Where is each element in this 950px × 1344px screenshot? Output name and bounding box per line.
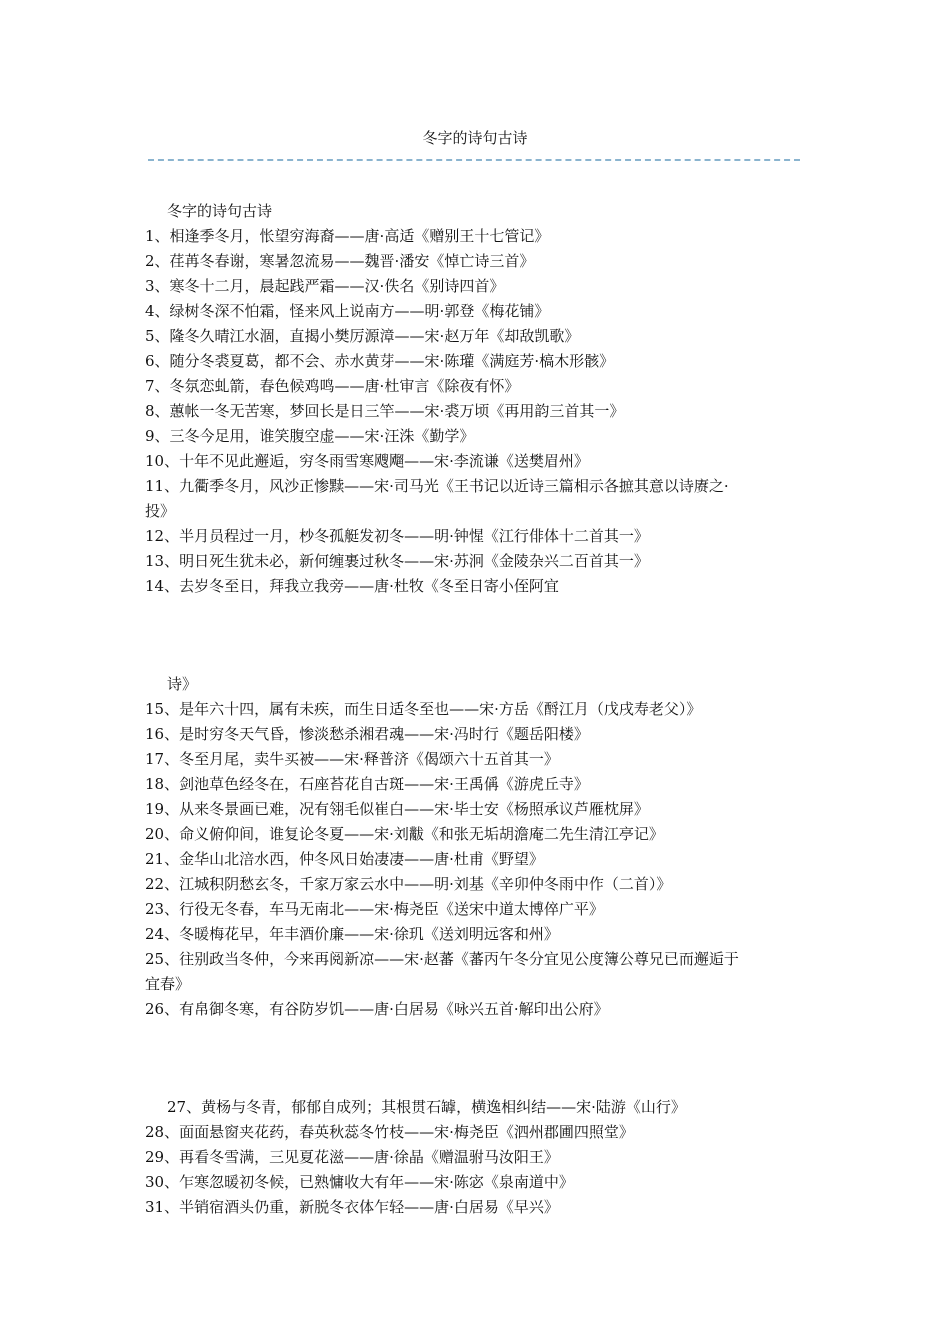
- poem-section-2: [145, 672, 815, 1022]
- poem-line: 1、相逢季冬月，怅望穷海裔——唐·高适《赠别王十七管记》: [145, 227, 550, 245]
- poem-line: 25、往别政当冬仲，今来再阅新凉——宋·赵蕃《蕃丙午冬分宜见公度簿公尊兄已而邂逅于: [145, 950, 739, 968]
- poem-line: 15、是年六十四，属有未疾，而生日适冬至也——宋·方岳《酹江月（戊戌寿老父）》: [145, 700, 702, 718]
- poem-line: 14、去岁冬至日，拜我立我旁——唐·杜牧《冬至日寄小侄阿宜: [145, 577, 559, 595]
- poem-line: 19、从来冬景画已难，况有翎毛似崔白——宋·毕士安《杨照承议芦雁枕屏》: [145, 800, 649, 818]
- poem-line: 11、九衢季冬月，风沙正惨黩——宋·司马光《王书记以近诗三篇相示各摭其意以诗赓之·: [145, 477, 729, 495]
- poem-line: 6、随分冬裘夏葛，都不会、赤水黄芽——宋·陈瓘《满庭芳·槁木形骸》: [145, 352, 615, 370]
- poem-line: 5、隆冬久晴江水涸，直揭小樊厉源漳——宋·赵万年《却敌凯歌》: [145, 327, 580, 345]
- poem-line: 23、行役无冬春，车马无南北——宋·梅尧臣《送宋中道太博倅广平》: [145, 900, 604, 918]
- poem-line: 8、蕙帐一冬无苦寒，梦回长是日三竿——宋·裘万顷《再用韵三首其一》: [145, 402, 625, 420]
- poem-line: 17、冬至月尾，卖牛买被——宋·释普济《偈颂六十五首其一》: [145, 750, 559, 768]
- poem-line: 13、明日死生犹未必，新何缠裹过秋冬——宋·苏泂《金陵杂兴二百首其一》: [145, 552, 649, 570]
- poem-line-continued: 宜春》: [145, 975, 191, 993]
- poem-line-continued: 投》: [145, 502, 176, 520]
- document-title: 冬字的诗句古诗: [422, 129, 528, 147]
- poem-line: 22、江城积阴愁玄冬，千家万家云水中——明·刘基《辛卯仲冬雨中作（二首）》: [145, 875, 672, 893]
- poem-line: 21、金华山北涪水西，仲冬风日始凄凄——唐·杜甫《野望》: [145, 850, 544, 868]
- poem-line: 18、剑池草色经冬在，石座苔花自古斑——宋·王禹偁《游虎丘寺》: [145, 775, 589, 793]
- poem-line: 7、冬氛恋虬箭，春色候鸡鸣——唐·杜审言《除夜有怀》: [145, 377, 520, 395]
- section-heading: 冬字的诗句古诗: [167, 202, 273, 220]
- title-divider: [148, 159, 800, 161]
- poem-line: 16、是时穷冬天气昏，惨淡愁杀湘君魂——宋·冯时行《题岳阳楼》: [145, 725, 589, 743]
- poem-line: 24、冬暖梅花早，年丰酒价廉——宋·徐玑《送刘明远客和州》: [145, 925, 559, 943]
- poem-line: 9、三冬今足用，谁笑腹空虚——宋·汪洙《勤学》: [145, 427, 475, 445]
- poem-line: 12、半月员程过一月，杪冬孤艇发初冬——明·钟惺《江行俳体十二首其一》: [145, 527, 649, 545]
- poem-line: 29、再看冬雪满，三见夏花滋——唐·徐晶《赠温驸马汝阳王》: [145, 1148, 559, 1166]
- poem-section-1: [145, 199, 815, 599]
- poem-line-continued: 诗》: [167, 675, 198, 693]
- poem-line: 3、寒冬十二月，晨起践严霜——汉·佚名《别诗四首》: [145, 277, 505, 295]
- poem-line: 26、有帛御冬寒，有谷防岁饥——唐·白居易《咏兴五首·解印出公府》: [145, 1000, 609, 1018]
- poem-line: 2、荏苒冬春谢，寒暑忽流易——魏晋·潘安《悼亡诗三首》: [145, 252, 535, 270]
- poem-line: 30、乍寒忽暖初冬候，已熟慵收大有年——宋·陈宓《泉南道中》: [145, 1173, 574, 1191]
- poem-line: 27、黄杨与冬青，郁郁自成列；其根贯石罅，横逸相纠结——宋·陆游《山行》: [167, 1098, 686, 1116]
- poem-line: 4、绿树冬深不怕霜，怪来风上说南方——明·郭登《梅花铺》: [145, 302, 550, 320]
- poem-line: 28、面面悬窗夹花药，春英秋蕊冬竹枝——宋·梅尧臣《泗州郡圃四照堂》: [145, 1123, 634, 1141]
- poem-line: 10、十年不见此邂逅，穷冬雨雪寒飕飗——宋·李流谦《送樊眉州》: [145, 452, 589, 470]
- poem-line: 31、半销宿酒头仍重，新脱冬衣体乍轻——唐·白居易《早兴》: [145, 1198, 559, 1216]
- poem-section-3: [145, 1095, 815, 1220]
- poem-line: 20、命义俯仰间，谁复论冬夏——宋·刘黻《和张无垢胡澹庵二先生清江亭记》: [145, 825, 664, 843]
